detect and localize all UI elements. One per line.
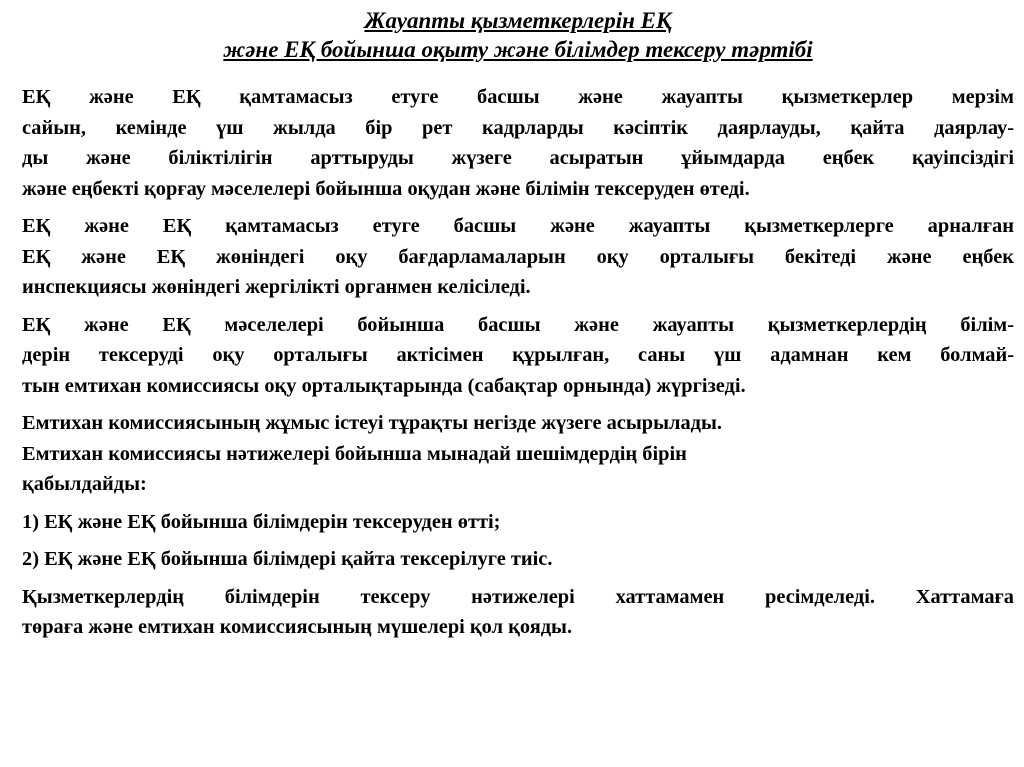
text-line: сайын, кемінде үш жылда бір рет кадрларды кәсіптік даярлауды, қайта даярлау- (22, 116, 1014, 139)
slide-body (22, 82, 1014, 650)
title-line-1: Жауапты қызметкерлерін ЕҚ (364, 8, 672, 33)
text-line: инспекциясы жөніндегі жергілікті органмен келісіледі. (22, 276, 531, 298)
text-line: Емтихан комиссиясы нәтижелері бойынша мынадай шешімдердің бірін (22, 442, 687, 465)
text-line: және еңбекті қорғау мәселелері бойынша оқудан және білімін тексеруден өтеді. (22, 177, 750, 200)
text-line: тын емтихан комиссиясы оқу орталықтарында (сабақтар орнында) жүргізеді. (22, 374, 746, 397)
list-item-1 (22, 507, 1014, 538)
paragraph-1 (22, 82, 1014, 204)
text-line: төраға және емтихан комиссиясының мүшелері қол қояды. (22, 616, 573, 638)
text-line: қабылдайды: (22, 473, 147, 495)
title-line-2: және ЕҚ бойынша оқыту және білімдер тексеру тәртібі (223, 37, 813, 62)
text-line: дерін тексеруді оқу орталығы актісімен құрылған, саны үш адамнан кем болмай- (22, 344, 1014, 366)
paragraph-2 (22, 211, 1014, 303)
text-line: Қызметкерлердің білімдерін тексеру нәтижелері хаттамамен ресімделеді. Хаттамаға (22, 585, 1014, 608)
paragraph-4 (22, 408, 1014, 500)
text-line: 1) ЕҚ және ЕҚ бойынша білімдерін тексеруден өтті; (22, 510, 501, 533)
text-line: ЕҚ және ЕҚ қамтамасыз етуге басшы және жауапты қызметкерлерге арналған (22, 215, 1014, 237)
text-line: Емтихан комиссиясының жұмыс істеуі тұрақты негізде жүзеге асырылады. (22, 412, 722, 434)
list-item-2 (22, 544, 1014, 575)
text-line: ды және біліктілігін арттыруды жүзеге асыратын ұйымдарда еңбек қауіпсіздігі (22, 147, 1014, 169)
paragraph-3 (22, 310, 1014, 402)
text-line: ЕҚ және ЕҚ қамтамасыз етуге басшы және жауапты қызметкерлер мерзім (22, 86, 1014, 108)
paragraph-7 (22, 582, 1014, 643)
text-line: ЕҚ және ЕҚ жөніндегі оқу бағдарламаларын оқу орталығы бекітеді және еңбек (22, 245, 1014, 268)
text-line: 2) ЕҚ және ЕҚ бойынша білімдері қайта тексерілуге тиіс. (22, 548, 553, 570)
text-line: ЕҚ және ЕҚ мәселелері бойынша басшы және жауапты қызметкерлердің білім- (22, 313, 1014, 336)
slide-title (0, 6, 1024, 64)
